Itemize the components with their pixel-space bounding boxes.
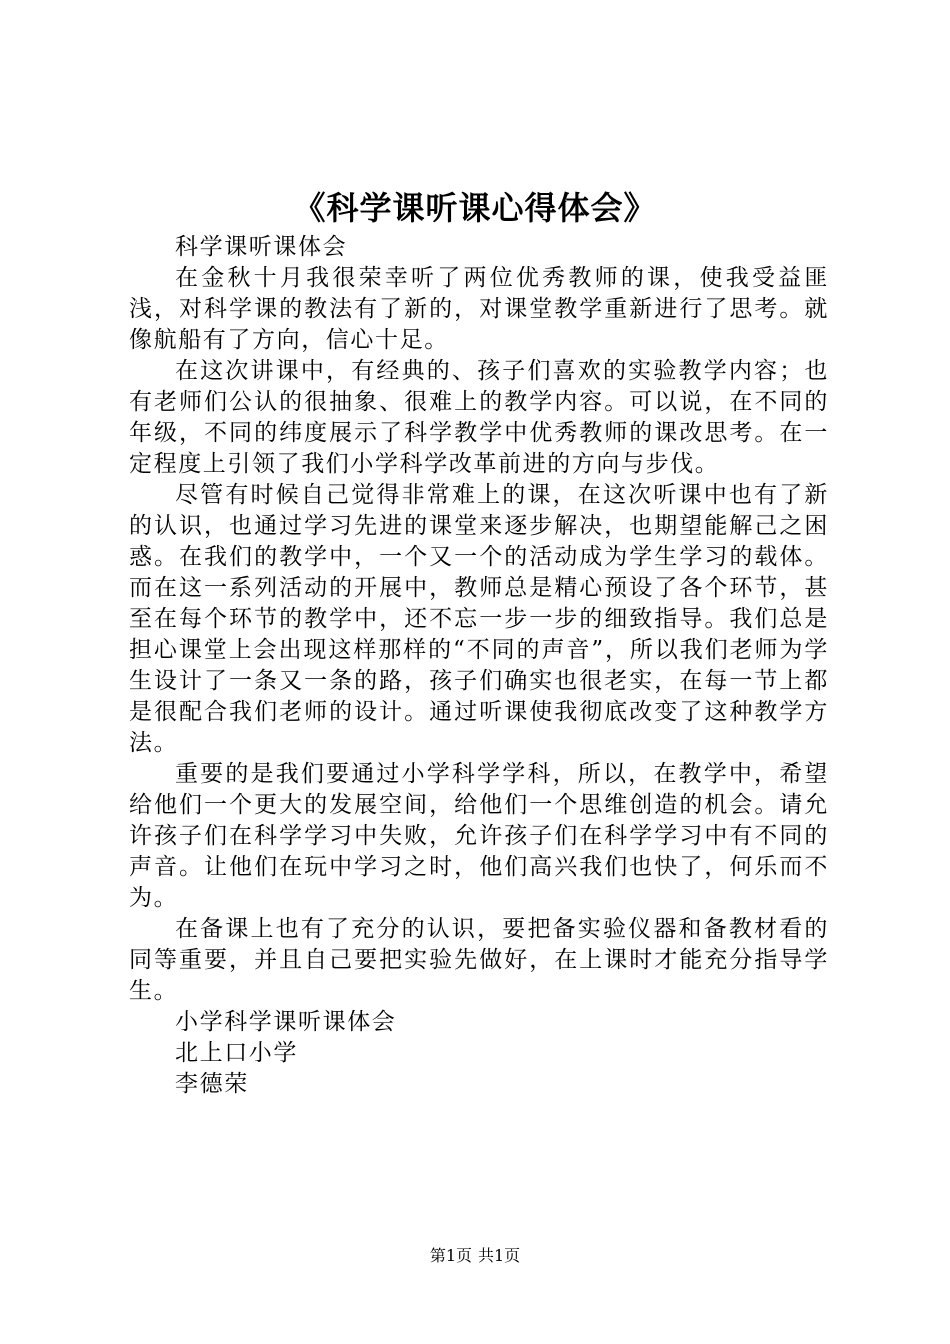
body-paragraph: 在备课上也有了充分的认识，要把备实验仪器和备教材看的同等重要，并且自己要把实验先做好，在上课时才能充分指导学生。 bbox=[129, 916, 829, 1004]
page-number: 第1页 bbox=[429, 1246, 472, 1265]
author-name: 李德荣 bbox=[175, 1071, 249, 1097]
document-body bbox=[129, 232, 829, 1100]
page-total: 共1页 bbox=[478, 1246, 521, 1265]
document-title: 《科学课听课心得体会》 bbox=[293, 189, 657, 227]
page-footer bbox=[0, 1246, 950, 1266]
closing-title: 小学科学课听课体会 bbox=[175, 1009, 397, 1035]
school-name: 北上口小学 bbox=[175, 1040, 298, 1066]
body-paragraph: 重要的是我们要通过小学科学学科，所以，在教学中，希望给他们一个更大的发展空间，给他们一个思维创造的机会。请允许孩子们在科学学习中失败，允许孩子们在科学学习中有不同的声音。让他们在玩中学习之时，他们高兴我们也快了，何乐而不为。 bbox=[129, 761, 829, 911]
body-paragraph: 在金秋十月我很荣幸听了两位优秀教师的课，使我受益匪浅，对科学课的教法有了新的，对课堂教学重新进行了思考。就像航船有了方向，信心十足。 bbox=[129, 265, 829, 353]
body-paragraph: 尽管有时候自己觉得非常难上的课，在这次听课中也有了新的认识，也通过学习先进的课堂来逐步解决，也期望能解己之困惑。在我们的教学中，一个又一个的活动成为学生学习的载体。而在这一系列活动的开展中，教师总是精心预设了各个环节，甚至在每个环节的教学中，还不忘一步一步的细致指导。我们总是担心课堂上会出现这样那样的“不同的声音”，所以我们老师为学生设计了一条又一条的路，孩子们确实也很老实，在每一节上都是很配合我们老师的设计。通过听课使我彻底改变了这种教学方法。 bbox=[129, 482, 829, 756]
body-paragraph: 在这次讲课中，有经典的、孩子们喜欢的实验教学内容；也有老师们公认的很抽象、很难上的教学内容。可以说，在不同的年级，不同的纬度展示了科学教学中优秀教师的课改思考。在一定程度上引领了我们小学科学改革前进的方向与步伐。 bbox=[129, 358, 829, 477]
subtitle-paragraph: 科学课听课体会 bbox=[175, 234, 348, 260]
